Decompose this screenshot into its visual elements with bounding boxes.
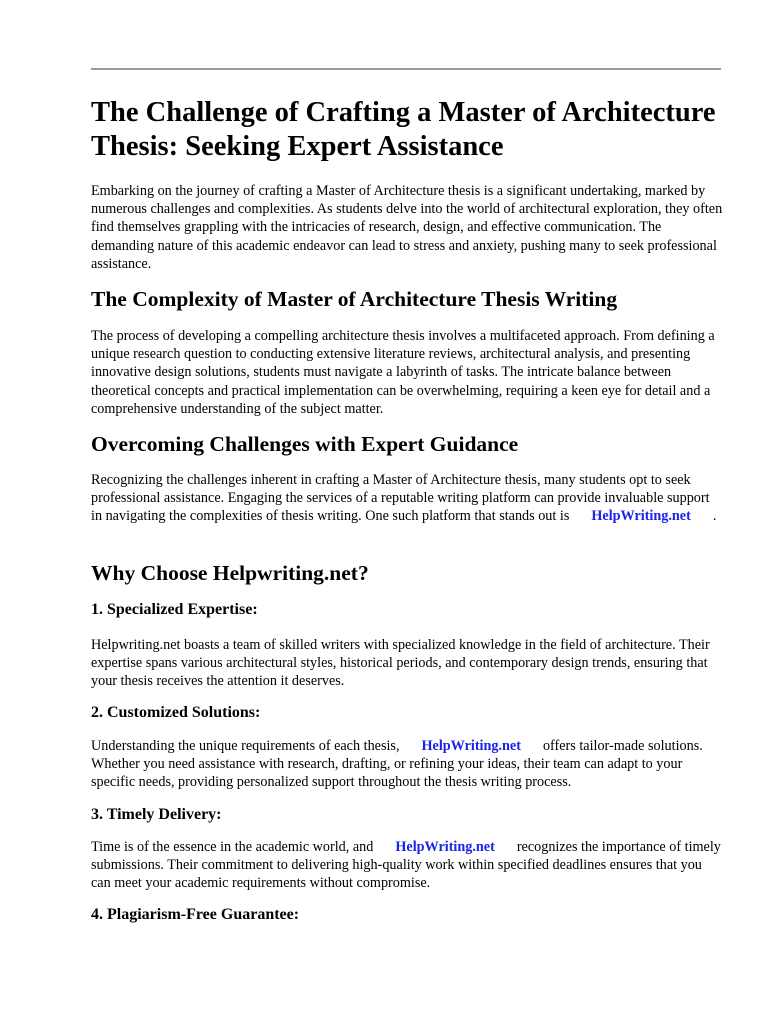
customized-text: Understanding the unique requirements of each thesis, <box>91 738 400 754</box>
customized-text-end: offers tailor-made solutions. Whether you need assistance with research, drafting, or refining your ideas, their team can adapt to your specific needs, providing personalized support throughout the thesis writing process. <box>91 738 703 791</box>
guidance-text: Recognizing the challenges inherent in crafting a Master of Architecture thesis, many students opt to seek professional assistance. Engaging the services of a reputable writing platform can provide invaluable support in navigating the complexities of thesis writing. One such platform that stands out is <box>91 472 710 525</box>
section-heading-guidance: Overcoming Challenges with Expert Guidance <box>91 432 519 456</box>
helpwriting-link-customized[interactable]: HelpWriting.net <box>421 738 521 754</box>
item-heading-timely: 3. Timely Delivery: <box>91 806 222 823</box>
item-heading-plagiarism: 4. Plagiarism-Free Guarantee: <box>91 906 300 923</box>
guidance-paragraph <box>91 471 723 526</box>
helpwriting-link-timely[interactable]: HelpWriting.net <box>395 839 495 855</box>
guidance-text-end: . <box>712 508 717 525</box>
helpwriting-link[interactable]: HelpWriting.net <box>591 508 691 525</box>
customized-paragraph <box>91 737 723 792</box>
intro-paragraph: Embarking on the journey of crafting a Master of Architecture thesis is a significant undertaking, marked by numerous challenges and complexities. As students delve into the world of architectural exploration, they often find themselves grappling with the intricacies of research, design, and effective communication. The demanding nature of this academic endeavor can lead to stress and anxiety, pushing many to seek professional assistance. <box>91 183 723 272</box>
timely-text: Time is of the essence in the academic world, and <box>91 839 374 855</box>
complexity-paragraph: The process of developing a compelling architecture thesis involves a multifaceted approach. From defining a unique research question to conducting extensive literature reviews, architectural analysis, and presenting innovative design solutions, students must navigate a labyrinth of tasks. The intricate balance between theoretical concepts and practical implementation can be overwhelming, requiring a keen eye for detail and a comprehensive understanding of the subject matter. <box>91 328 715 417</box>
document-title: The Challenge of Crafting a Master of Architecture Thesis: Seeking Expert Assistance <box>91 97 716 162</box>
section-heading-complexity: The Complexity of Master of Architecture Thesis Writing <box>91 287 618 311</box>
section-heading-why-choose: Why Choose Helpwriting.net? <box>91 561 369 585</box>
expertise-paragraph: Helpwriting.net boasts a team of skilled writers with specialized knowledge in the field of architecture. Their expertise spans various architectural styles, historical periods, and contemporary design trends, ensuring that your thesis receives the attention it deserves. <box>91 637 710 690</box>
item-heading-expertise: 1. Specialized Expertise: <box>91 601 258 618</box>
timely-paragraph <box>91 838 723 893</box>
top-divider <box>91 68 721 70</box>
timely-text-end: recognizes the importance of timely submissions. Their commitment to delivering high-quality work within specified deadlines ensures that you can meet your academic requirements without compromise. <box>91 839 721 892</box>
item-heading-customized: 2. Customized Solutions: <box>91 704 261 721</box>
